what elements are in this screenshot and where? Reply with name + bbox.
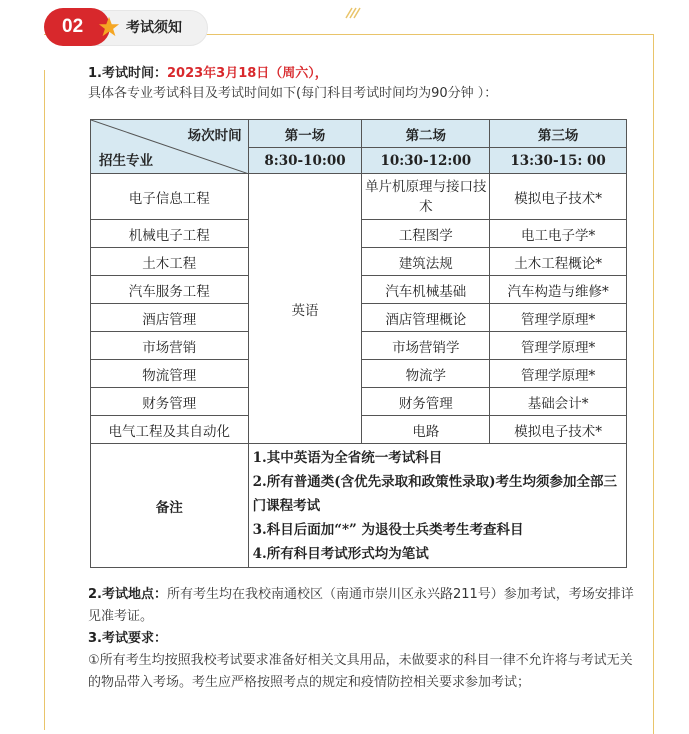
major-cell: 汽车服务工程 [91, 276, 249, 304]
item3-text: ①所有考生均按照我校考试要求准备好相关文具用品，未做要求的科目一律不允许将与考试无关的物品带入考场。考生应严格按照考点的规定和疫情防控相关要求参加考试； [88, 653, 633, 690]
section-number: 02 [44, 8, 110, 46]
item2-block [88, 584, 644, 628]
common-subject-cell: 英语 [248, 174, 362, 444]
item1-block [88, 64, 648, 104]
star-icon [98, 16, 120, 38]
major-cell: 酒店管理 [91, 304, 249, 332]
note-item: 4.所有科目考试形式均为笔试 [252, 545, 429, 562]
session3-subject: 管理学原理* [490, 304, 627, 332]
exam-date: 2023年3月18日（周六）， [166, 66, 328, 81]
table-row [91, 174, 627, 220]
major-cell: 电子信息工程 [91, 174, 249, 220]
session3-subject: 汽车构造与维修* [490, 276, 627, 304]
major-cell: 财务管理 [91, 388, 249, 416]
note-item: 3.科目后面加“*” 为退役士兵类考生考查科目 [252, 521, 524, 538]
session2-subject: 建筑法规 [362, 248, 490, 276]
session-2-time: 10:30-12:00 [362, 148, 490, 174]
session2-subject: 工程图学 [362, 220, 490, 248]
session3-subject: 基础会计* [490, 388, 627, 416]
notes-cell [248, 444, 626, 568]
session3-subject: 模拟电子技术* [490, 416, 627, 444]
item1-label: 1.考试时间： [88, 66, 167, 81]
notes-label: 备注 [91, 444, 249, 568]
session-3-name: 第三场 [490, 120, 627, 148]
session2-subject: 酒店管理概论 [362, 304, 490, 332]
content-frame-left [44, 70, 45, 730]
item1-desc: 具体各专业考试科目及考试时间如下(每门科目考试时间均为90分钟 ）： [88, 86, 498, 101]
item2-text: 所有考生均在我校南通校区（南通市崇川区永兴路211号）参加考试，考场安排详见准考证。 [88, 587, 634, 624]
major-cell: 市场营销 [91, 332, 249, 360]
session3-subject: 模拟电子技术* [490, 174, 627, 220]
session2-subject: 物流学 [362, 360, 490, 388]
section-title: 考试须知 [126, 20, 182, 36]
note-item: 2.所有普通类(含优先录取和政策性录取)考生均须参加全部三门课程考试 [252, 473, 617, 514]
session3-subject: 电工电子学* [490, 220, 627, 248]
exam-schedule-table [90, 119, 627, 568]
session2-subject: 市场营销学 [362, 332, 490, 360]
corner-top-label: 场次时间 [187, 128, 242, 144]
major-cell: 机械电子工程 [91, 220, 249, 248]
major-cell: 土木工程 [91, 248, 249, 276]
session2-subject: 电路 [362, 416, 490, 444]
corner-bottom-label: 招生专业 [99, 153, 153, 169]
items-after-table [88, 584, 644, 694]
session-1-time: 8:30-10:00 [248, 148, 362, 174]
sparkle-icon [344, 6, 364, 20]
item2-label: 2.考试地点： [88, 587, 167, 602]
session2-subject: 汽车机械基础 [362, 276, 490, 304]
section-header [44, 8, 206, 46]
session2-subject: 单片机原理与接口技术 [362, 174, 490, 220]
session2-subject: 财务管理 [362, 388, 490, 416]
session-1-name: 第一场 [248, 120, 362, 148]
session3-subject: 土木工程概论* [490, 248, 627, 276]
major-cell: 电气工程及其自动化 [91, 416, 249, 444]
session-3-time: 13:30-15: 00 [490, 148, 627, 174]
session3-subject: 管理学原理* [490, 332, 627, 360]
notes-row [91, 444, 627, 568]
major-cell: 物流管理 [91, 360, 249, 388]
session3-subject: 管理学原理* [490, 360, 627, 388]
note-item: 1.其中英语为全省统一考试科目 [252, 449, 443, 466]
table-corner-cell [91, 120, 249, 174]
item3-label: 3.考试要求： [88, 631, 167, 646]
session-2-name: 第二场 [362, 120, 490, 148]
